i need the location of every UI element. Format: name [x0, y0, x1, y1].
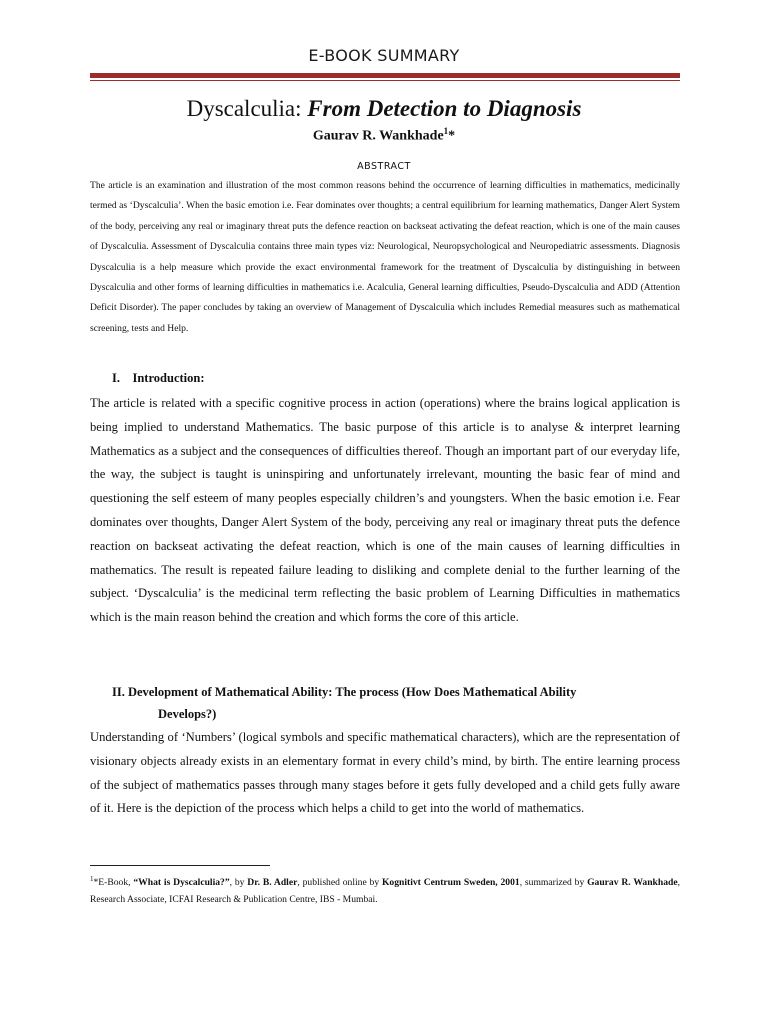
section2-heading-line1: II. Development of Mathematical Ability: The process (How Does Mathematical Ability: [112, 685, 577, 699]
footnote-by: , by: [229, 877, 248, 889]
paper-title: [0, 96, 768, 122]
author-name: Gaurav R. Wankhade: [312, 128, 444, 144]
author-footnote-mark: 1: [443, 126, 449, 136]
footnote-published: , published online by: [297, 877, 382, 889]
footnote-publisher: Kognitivt Centrum Sweden, 2001: [381, 877, 520, 889]
footnote-rest: , Research Associate, ICFAI Research & Publication Centre, IBS - Mumbai.: [90, 877, 680, 906]
section2-text: Understanding of ‘Numbers’ (logical symbols and specific mathematical characters), which are the representation of visionary objects already exists in an elementary format in every child’s mind, by birth. The entire learning process of the subject of mathematics passes through many stages before it gets fully developed and a child gets fully aware of it. Here is the depiction of the process which helps a child to get into the world of mathematics.: [90, 730, 680, 816]
footnote-author: Dr. B. Adler: [247, 877, 298, 889]
abstract-text: The article is an examination and illustration of the most common reasons behind the occurrence of learning difficulties in mathematics, medicinally termed as ‘Dyscalculia’. When the basic emotion i.e. Fear dominates over thoughts; a central equilibrium for learning mathematics, Danger Alert System of the body, perceiving any real or imaginary threat puts the defence reaction on backseat activating the defeat reaction, which is one of the main causes of Dyscalculia. Assessment of Dyscalculia contains three main types viz: Neurological, Neuropsychological and Neuropediatric assessments. Diagnosis Dyscalculia is a help measure which provide the exact environmental framework for the treatment of Dyscalculia by distinguishing in between Dyscalculia and other forms of learning difficulties in mathematics i.e. Acalculia, General learning difficulties, Pseudo-Dyscalculia and ADD (Attention Deficit Disorder). The paper concludes by taking an overview of Management of Dyscalculia which includes Remedial measures such as mathematical screening, tests and Help.: [90, 180, 680, 334]
author-star: *: [448, 128, 456, 144]
footnote: [90, 871, 680, 908]
footnote-prefix: *E-Book,: [93, 877, 134, 889]
section1-text: The article is related with a specific cognitive process in action (operations) where the brains logical application is being implied to understand Mathematics. The basic purpose of this article is to analyse & interpret learning Mathematics as a subject and the consequences of difficulties thereof. Though an important part of our everyday life, the way, the subject is taught is uninspiring and unfortunately irrelevant, mounting the basic fear of mind and questioning the self esteem of many peoples especially children’s and youngsters. When the basic emotion i.e. Fear dominates over thoughts, Danger Alert System of the body, perceiving any real or imaginary threat puts the defence reaction on backseat activating the defeat reaction, which is one of the main causes of learning difficulties in mathematics. The result is repeated failure leading to disliking and complete denial to the further learning of the subject. ‘Dyscalculia’ is the medicinal term reflecting the basic problem of Learning Difficulties in mathematics which is the main reason behind the creation and which forms the core of this article.: [90, 396, 680, 625]
section1-heading: I. Introduction:: [112, 371, 205, 385]
section2-heading: [112, 681, 680, 725]
footnote-book-title: “What is Dyscalculia?”: [133, 877, 230, 889]
footnote-summarizer: Gaurav R. Wankhade: [587, 877, 678, 889]
footnote-summarized: , summarized by: [519, 877, 588, 889]
paper-title-italic: From Detection to Diagnosis: [307, 96, 582, 121]
header-rule-thin: [90, 80, 680, 81]
paper-title-plain: Dyscalculia:: [186, 96, 308, 121]
footnote-separator: [90, 865, 270, 866]
paper-author: [0, 126, 768, 145]
section2-heading-line2: Develops?): [158, 707, 217, 721]
footnote-mark: 1: [90, 875, 94, 883]
header-title: E-BOOK SUMMARY: [308, 46, 460, 65]
header-rule-thick: [90, 73, 680, 78]
abstract-heading: ABSTRACT: [357, 161, 411, 172]
